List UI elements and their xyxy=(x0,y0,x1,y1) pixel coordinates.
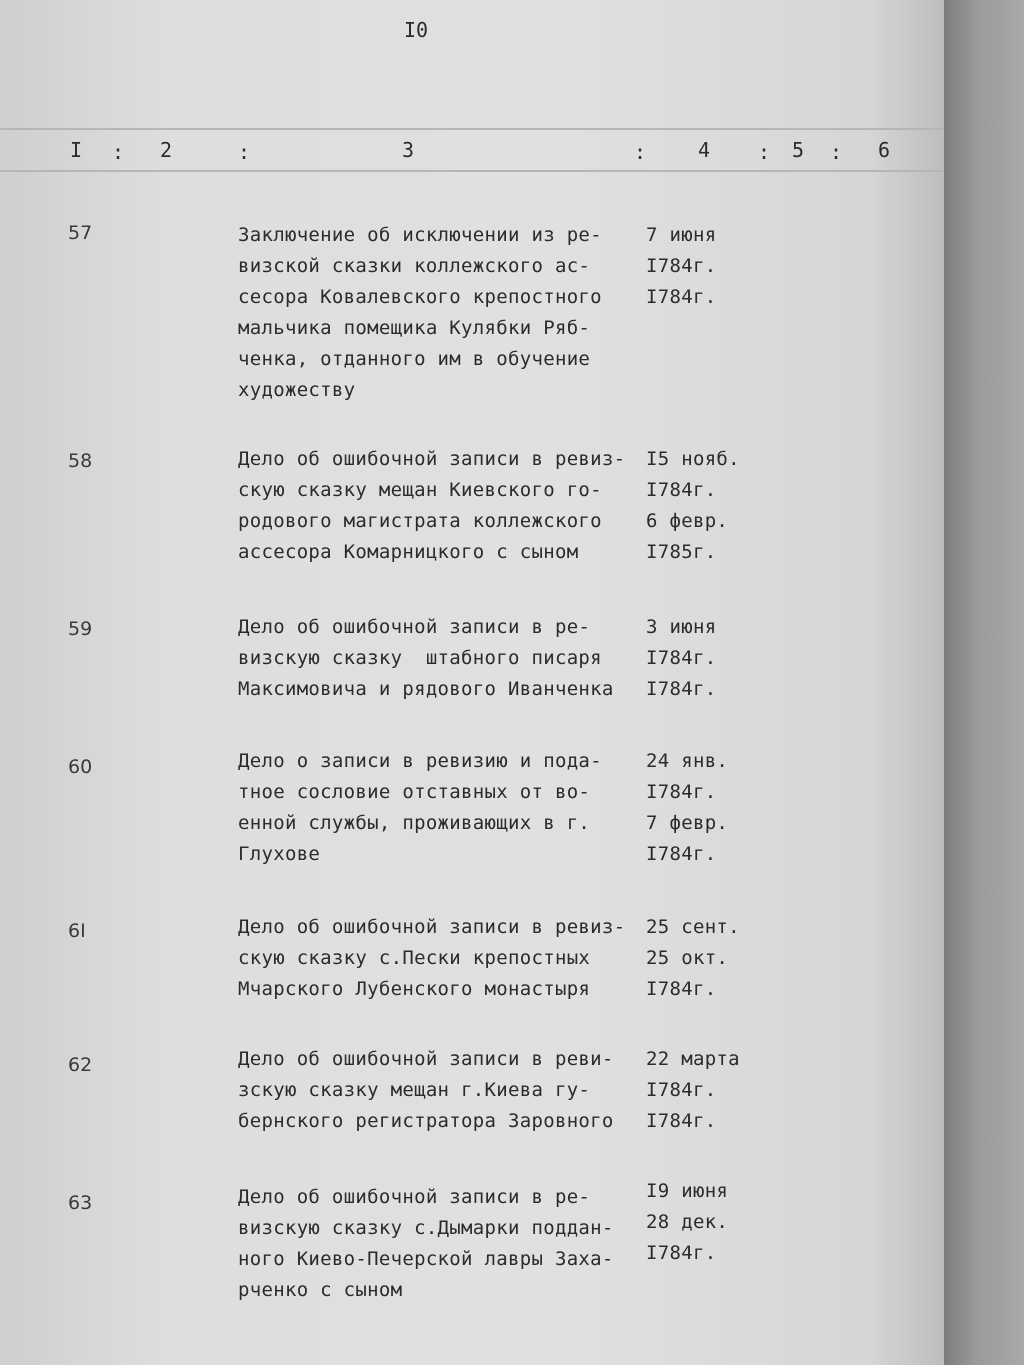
date-line: 25 сент. xyxy=(646,916,740,938)
column-separator: : xyxy=(238,140,251,164)
description-line: ного Киево-Печерской лавры Заха- xyxy=(238,1248,614,1270)
description-line: Дело о записи в ревизию и пода- xyxy=(238,750,602,772)
page-number: I0 xyxy=(404,18,429,42)
description-line: скую сказку с.Пески крепостных xyxy=(238,947,591,969)
description-line: енной службы, проживающих в г. xyxy=(238,812,591,834)
description-line: художеству xyxy=(238,379,356,401)
entry-number: 63 xyxy=(68,1192,93,1214)
description-line: визскую сказку с.Дымарки поддан- xyxy=(238,1217,614,1239)
entry-dates xyxy=(646,912,766,1005)
entry-description xyxy=(238,612,658,705)
entry-dates xyxy=(646,1044,766,1137)
entry-description xyxy=(238,220,658,406)
description-line: мальчика помещика Кулябки Ряб- xyxy=(238,317,591,339)
description-line: Дело об ошибочной записи в ре- xyxy=(238,616,591,638)
column-separator: : xyxy=(112,140,125,164)
entry-dates xyxy=(646,612,766,705)
description-line: скую сказку мещан Киевского го- xyxy=(238,479,602,501)
column-header-1: I xyxy=(70,138,83,162)
date-line: 22 марта xyxy=(646,1048,740,1070)
date-line: 25 окт. xyxy=(646,947,729,969)
column-separator: : xyxy=(758,140,771,164)
date-line: I784г. xyxy=(646,255,717,277)
column-header-3: 3 xyxy=(402,138,415,162)
entry-number: 62 xyxy=(68,1054,93,1076)
entry-number: 59 xyxy=(68,618,93,640)
entry-number: 57 xyxy=(68,222,93,244)
date-line: I9 июня xyxy=(646,1180,729,1202)
date-line: I784г. xyxy=(646,1110,717,1132)
entry-description xyxy=(238,1182,658,1306)
column-header-6: 6 xyxy=(878,138,891,162)
description-line: Глухове xyxy=(238,843,321,865)
description-line: зскую сказку мещан г.Киева гу- xyxy=(238,1079,591,1101)
description-line: Заключение об исключении из ре- xyxy=(238,224,602,246)
date-line: 24 янв. xyxy=(646,750,729,772)
description-line: визской сказки коллежского ас- xyxy=(238,255,591,277)
description-line: тное сословие отставных от во- xyxy=(238,781,591,803)
description-line: Максимовича и рядового Иванченка xyxy=(238,678,614,700)
background-edge xyxy=(944,0,1024,1365)
entry-description xyxy=(238,1044,658,1137)
date-line: I784г. xyxy=(646,1079,717,1101)
date-line: 7 июня xyxy=(646,224,717,246)
column-header-2: 2 xyxy=(160,138,173,162)
date-line: I5 нояб. xyxy=(646,448,740,470)
entry-description xyxy=(238,912,658,1005)
description-line: Дело об ошибочной записи в реви- xyxy=(238,1048,614,1070)
date-line: I784г. xyxy=(646,479,717,501)
date-line: I785г. xyxy=(646,541,717,563)
date-line: I784г. xyxy=(646,1242,717,1264)
column-separator: : xyxy=(830,140,843,164)
date-line: 7 февр. xyxy=(646,812,729,834)
description-line: родового магистрата коллежского xyxy=(238,510,602,532)
description-line: бернского регистратора Заровного xyxy=(238,1110,614,1132)
date-line: 3 июня xyxy=(646,616,717,638)
header-rule-top xyxy=(0,128,944,130)
description-line: ассесора Комарницкого с сыном xyxy=(238,541,579,563)
entry-number: 60 xyxy=(68,756,93,778)
entry-number: 58 xyxy=(68,450,93,472)
entry-description xyxy=(238,444,658,568)
header-rule-bottom xyxy=(0,170,944,172)
entry-dates xyxy=(646,220,766,313)
column-header-4: 4 xyxy=(698,138,711,162)
date-line: I784г. xyxy=(646,781,717,803)
description-line: Мчарского Лубенского монастыря xyxy=(238,978,591,1000)
description-line: рченко с сыном xyxy=(238,1279,403,1301)
entry-dates xyxy=(646,746,766,870)
date-line: I784г. xyxy=(646,647,717,669)
date-line: I784г. xyxy=(646,843,717,865)
description-line: ченка, отданного им в обучение xyxy=(238,348,591,370)
date-line: I784г. xyxy=(646,978,717,1000)
description-line: визскую сказку штабного писаря xyxy=(238,647,602,669)
entry-number: 6I xyxy=(68,920,86,942)
entry-dates xyxy=(646,1176,766,1269)
description-line: Дело об ошибочной записи в ре- xyxy=(238,1186,591,1208)
date-line: I784г. xyxy=(646,678,717,700)
description-line: Дело об ошибочной записи в ревиз- xyxy=(238,916,626,938)
column-header-5: 5 xyxy=(792,138,805,162)
description-line: Дело об ошибочной записи в ревиз- xyxy=(238,448,626,470)
column-separator: : xyxy=(634,140,647,164)
description-line: сесора Ковалевского крепостного xyxy=(238,286,602,308)
date-line: I784г. xyxy=(646,286,717,308)
entry-description xyxy=(238,746,658,870)
date-line: 6 февр. xyxy=(646,510,729,532)
date-line: 28 дек. xyxy=(646,1211,729,1233)
entry-dates xyxy=(646,444,766,568)
